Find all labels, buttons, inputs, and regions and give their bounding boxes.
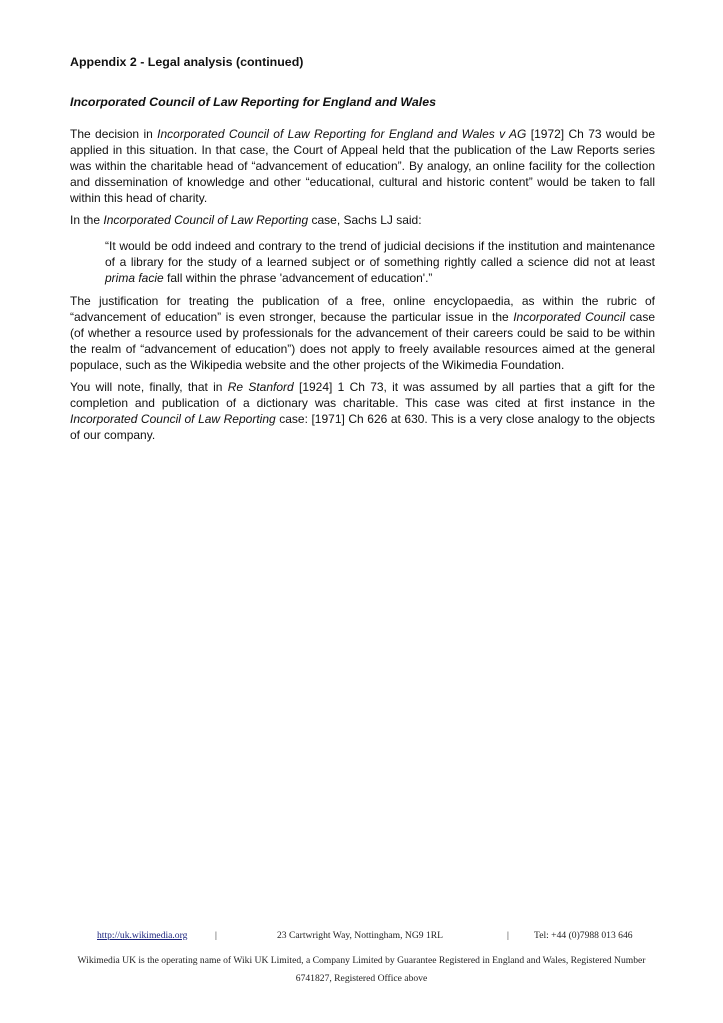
footer-legal-notice bbox=[0, 952, 723, 988]
footer-separator: | bbox=[215, 930, 217, 941]
text-run: [1972] Ch 73 would be applied in this situation. In that case, the Court of Appeal held that the publication of the Law Reports series was within the charitable head of “advancement of education”. By analogy, an online facility for the collection and dissemination of knowledge and other “educational, cultural and historic content” would be taken to fall within this head of charity. bbox=[70, 127, 655, 205]
text-run: “It would be odd indeed and contrary to the trend of judicial decisions if the institution and maintenance of a library for the study of a learned subject or of something rightly called a science did not at least bbox=[105, 239, 655, 269]
paragraph-decision bbox=[70, 126, 655, 206]
document-body bbox=[70, 55, 655, 449]
case-name: Re Stanford bbox=[227, 380, 294, 394]
text-run: In the bbox=[70, 213, 104, 227]
case-name: Incorporated Council of Law Reporting for England and Wales v AG bbox=[157, 127, 527, 141]
text-run: fall within the phrase 'advancement of education'.” bbox=[163, 271, 433, 285]
footer-legal-line: 6741827, Registered Office above bbox=[295, 973, 428, 984]
footer-contact-line bbox=[0, 930, 723, 944]
text-run: [1924] 1 Ch 73, it was assumed by all parties that a gift for the completion and publication of a dictionary was charitable. This case was cited at first instance in the bbox=[70, 380, 655, 410]
footer-telephone: Tel: +44 (0)7988 013 646 bbox=[534, 930, 633, 941]
paragraph-sachs-intro bbox=[70, 212, 655, 228]
case-name: Incorporated Council bbox=[513, 310, 626, 324]
section-heading: Incorporated Council of Law Reporting for England and Wales bbox=[70, 95, 437, 109]
case-name: Incorporated Council of Law Reporting bbox=[103, 213, 309, 227]
text-run: case, Sachs LJ said: bbox=[308, 213, 422, 227]
case-name: Incorporated Council of Law Reporting bbox=[70, 412, 276, 426]
text-run: The decision in bbox=[70, 127, 158, 141]
text-run: You will note, finally, that in bbox=[70, 380, 228, 394]
paragraph-justification bbox=[70, 293, 655, 373]
page-heading: Appendix 2 - Legal analysis (continued) bbox=[70, 55, 304, 69]
block-quote bbox=[105, 238, 655, 286]
footer-website-link[interactable]: http://uk.wikimedia.org bbox=[97, 930, 188, 941]
text-run: The justification for treating the publication of a free, online encyclopaedia, as within the rubric of “advancement of education” is even stronger, because the particular issue in the bbox=[70, 294, 655, 324]
footer-address: 23 Cartwright Way, Nottingham, NG9 1RL bbox=[277, 930, 444, 941]
paragraph-re-stanford bbox=[70, 379, 655, 443]
latin-term: prima facie bbox=[105, 271, 164, 285]
footer-separator: | bbox=[507, 930, 509, 941]
footer-legal-line: Wikimedia UK is the operating name of Wiki UK Limited, a Company Limited by Guarantee Registered in England and Wales, Registered Number bbox=[77, 955, 646, 966]
text-run: case (of whether a resource used by professionals for the advancement of their careers could be said to be within the realm of “advancement of education”) does not apply to freely available resources aimed at the general populace, such as the Wikipedia website and the other projects of the Wikimedia Foundation. bbox=[70, 310, 655, 372]
text-run: case: [1971] Ch 626 at 630. This is a very close analogy to the objects of our company. bbox=[70, 412, 655, 442]
